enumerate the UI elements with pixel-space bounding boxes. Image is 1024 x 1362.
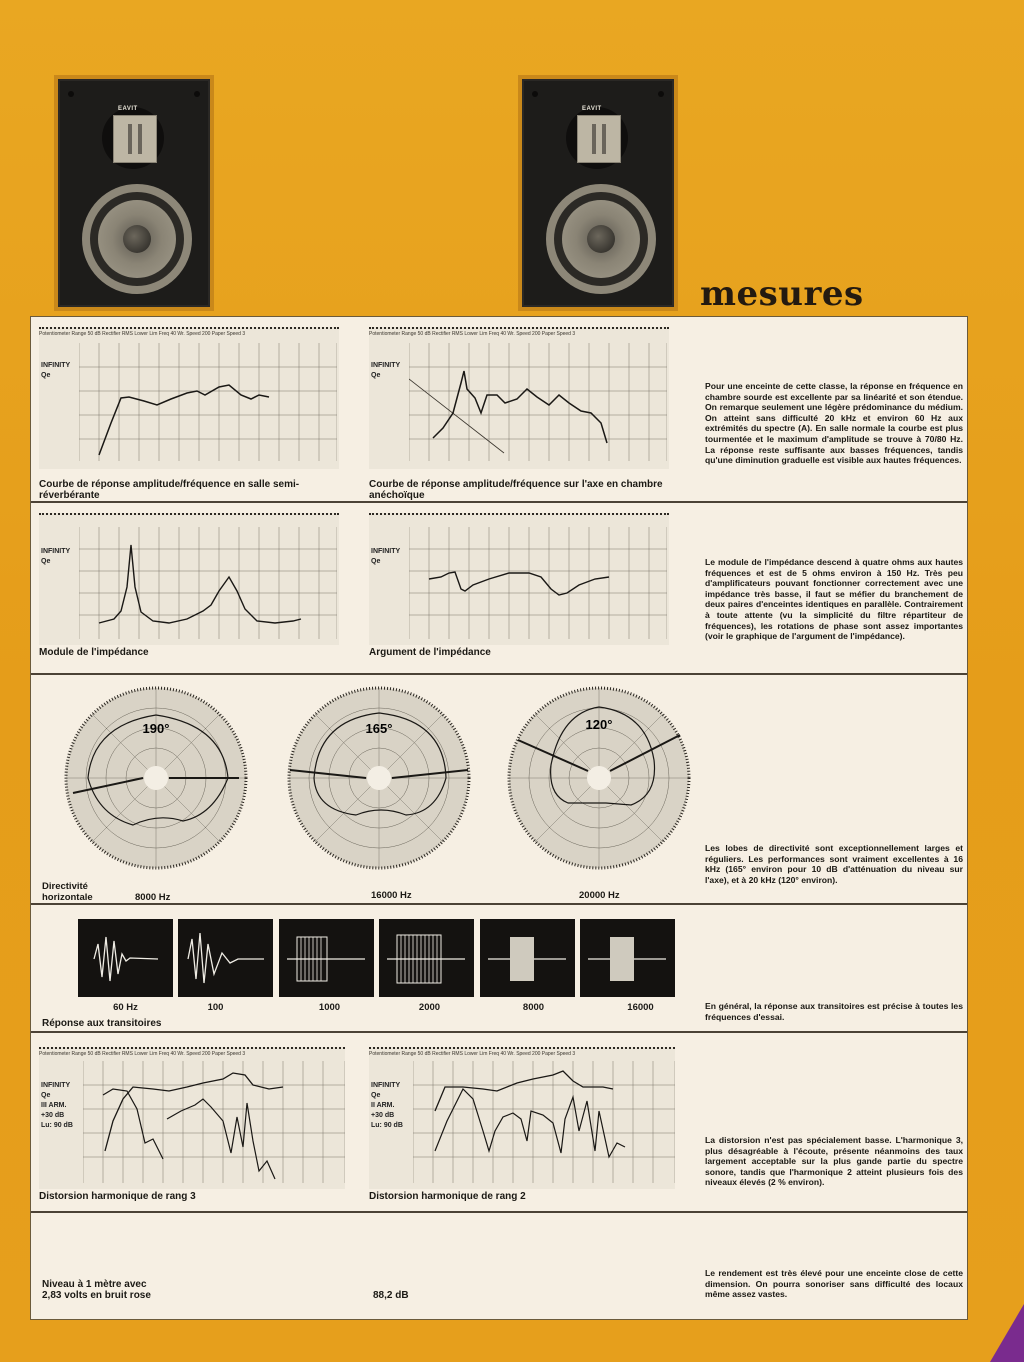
side-brand: INFINITY Qe — [41, 1082, 71, 1099]
grid-plot — [79, 343, 337, 461]
screw-icon — [658, 91, 664, 97]
scope-100hz — [178, 919, 273, 997]
screw-icon — [532, 91, 538, 97]
chart-side-label: INFINITY Qe — [371, 362, 401, 379]
description-efficiency: Le rendement est très élevé pour une enceinte close de cette dimension. On pourra sonoriser sans difficulté des locaux même assez vastes. — [705, 1268, 963, 1300]
page-corner-tab — [990, 1304, 1024, 1362]
chart-caption: Distorsion harmonique de rang 3 — [39, 1191, 196, 1202]
transients-label: Réponse aux transitoires — [42, 1018, 162, 1029]
woofer-dustcap — [587, 225, 615, 253]
directivity-label-line1: Directivité — [42, 881, 88, 892]
chart-header — [369, 517, 669, 527]
scope-2000hz — [379, 919, 474, 997]
side-note: +30 dB — [41, 1112, 65, 1119]
scope-freq-label: 1000 — [318, 1002, 341, 1013]
side-note: Lu: 90 dB — [371, 1122, 403, 1129]
polar-chart-8000hz — [63, 685, 249, 871]
page-title: mesures — [700, 274, 864, 314]
chart-distortion-h3 — [39, 1047, 345, 1202]
side-note: +30 dB — [371, 1112, 395, 1119]
screw-icon — [68, 91, 74, 97]
directivity-label — [42, 881, 93, 903]
side-brand: INFINITY Qe — [371, 1082, 401, 1099]
chart-header: Potentiometer Range 50 dB Rectifier RMS Lower Lim Freq 40 Wr. Speed 200 Paper Speed 3 — [39, 1051, 246, 1057]
polar-chart-16000hz — [286, 685, 472, 871]
screw-icon — [194, 91, 200, 97]
scope-8000hz — [480, 919, 575, 997]
chart-distortion-h2 — [369, 1047, 675, 1202]
chart-caption: Argument de l'impédance — [369, 647, 491, 658]
grid-plot — [413, 1061, 675, 1183]
section-distortion — [31, 1033, 967, 1213]
woofer-dustcap — [123, 225, 151, 253]
chart-caption: Module de l'impédance — [39, 647, 149, 658]
chart-response-anechoic — [369, 327, 669, 501]
scope-60hz — [78, 919, 173, 997]
speaker-brand: EAVIT — [582, 106, 602, 112]
chart-side-label — [41, 1081, 77, 1131]
grid-plot — [409, 343, 667, 461]
chart-impedance-module — [39, 513, 339, 658]
section-directivity — [31, 675, 967, 905]
polar-angle: 190° — [142, 721, 170, 736]
description-impedance: Le module de l'impédance descend à quatre ohms aux hautes fréquences et est de 5 ohms environ à 150 Hz. Très peu d'amplificateurs pouvant fonctionner correctement avec une impédance très basse, il faut se méfier du branchement de deux paires d'enceintes identiques en parallèle. Contrairement à toute attente (vu la simplicité du filtre répartiteur de fréquences), les rotations de phase sont assez importantes (voir le graphique de l'argument de l'impédance). — [705, 557, 963, 642]
description-distortion: La distorsion n'est pas spécialement basse. L'harmonique 3, plus désagréable à l'écoute, présente néanmoins des taux largement acceptable sur la plus gande partie du spectre sonore, tandis que l'harmonique 2 atteint plusieurs fois des niveaux élevés (2 % environ). — [705, 1135, 963, 1188]
tweeter-plate — [577, 115, 621, 163]
scope-freq-label: 100 — [207, 1002, 224, 1013]
efficiency-label-line1: Niveau à 1 mètre avec — [42, 1279, 147, 1290]
chart-side-label: INFINITY Qe — [41, 362, 71, 379]
scope-freq-label: 60 Hz — [113, 1002, 138, 1013]
side-note: II ARM. — [371, 1102, 395, 1109]
chart-impedance-argument — [369, 513, 669, 658]
chart-caption: Courbe de réponse amplitude/fréquence en salle semi-réverbérante — [39, 479, 300, 501]
description-frequency-response: Pour une enceinte de cette classe, la réponse en fréquence en chambre sourde est excellente par sa linéarité et son étendue. On remarque seulement une légère prédominance du médium. On atteint sans difficulté 20 kHz et environ 60 Hz aux extrémités du spectre (A). En salle normale la courbe est plus tourmentée et le maximum d'amplitude se trouve à 70/80 Hz. La réponse reste suffisante aux basses fréquences, tandis qu'une diminution graduelle est visible aux hautes fréquences. — [705, 381, 963, 466]
speaker-photo-right — [518, 75, 678, 311]
polar-angle: 120° — [585, 717, 613, 732]
tweeter-plate — [113, 115, 157, 163]
chart-response-semi-reverberant — [39, 327, 339, 501]
scope-16000hz — [580, 919, 675, 997]
side-note: Lu: 90 dB — [41, 1122, 73, 1129]
chart-header — [39, 517, 339, 527]
scope-1000hz — [279, 919, 374, 997]
speaker-photo-left — [54, 75, 214, 311]
scope-freq-label: 8000 — [522, 1002, 545, 1013]
efficiency-label-line2: 2,83 volts en bruit rose — [42, 1290, 151, 1301]
section-transients — [31, 905, 967, 1033]
polar-angle: 165° — [365, 721, 393, 736]
section-frequency-response — [31, 317, 967, 503]
polar-freq-label: 8000 Hz — [135, 892, 171, 903]
chart-caption: Courbe de réponse amplitude/fréquence sur l'axe en chambre anéchoïque — [369, 479, 663, 501]
section-efficiency — [31, 1213, 967, 1319]
grid-plot — [409, 527, 667, 639]
description-transients: En général, la réponse aux transitoires est précise à toutes les fréquences d'essai. — [705, 1001, 963, 1022]
polar-freq-label: 16000 Hz — [371, 890, 412, 901]
chart-side-label: INFINITY Qe — [371, 548, 401, 565]
chart-side-label: INFINITY Qe — [41, 548, 71, 565]
directivity-label-line2: horizontale — [42, 892, 93, 903]
chart-header: Potentiometer Range 50 dB Rectifier RMS Lower Lim Freq 40 Wr. Speed 200 Paper Speed 3 — [39, 331, 246, 337]
polar-chart-20000hz — [506, 685, 692, 871]
speaker-brand: EAVIT — [118, 106, 138, 112]
efficiency-value: 88,2 dB — [373, 1290, 409, 1301]
side-note: III ARM. — [41, 1102, 67, 1109]
description-directivity: Les lobes de directivité sont exceptionnellement larges et réguliers. Les performances sont vraiment excellentes à 16 kHz (165° environ pour 10 dB d'atténuation du niveau sur l'axe), et à 20 kHz (120° environ). — [705, 843, 963, 885]
efficiency-label — [42, 1279, 151, 1301]
scope-freq-label: 16000 — [627, 1002, 654, 1013]
measurements-panel — [30, 316, 968, 1320]
chart-header: Potentiometer Range 50 dB Rectifier RMS Lower Lim Freq 40 Wr. Speed 200 Paper Speed 3 — [369, 1051, 576, 1057]
chart-caption: Distorsion harmonique de rang 2 — [369, 1191, 526, 1202]
section-impedance — [31, 503, 967, 675]
scope-freq-label: 2000 — [418, 1002, 441, 1013]
chart-side-label — [371, 1081, 407, 1131]
grid-plot — [79, 527, 337, 639]
chart-header: Potentiometer Range 50 dB Rectifier RMS Lower Lim Freq 40 Wr. Speed 200 Paper Speed 3 — [369, 331, 576, 337]
polar-freq-label: 20000 Hz — [579, 890, 620, 901]
grid-plot — [83, 1061, 345, 1183]
